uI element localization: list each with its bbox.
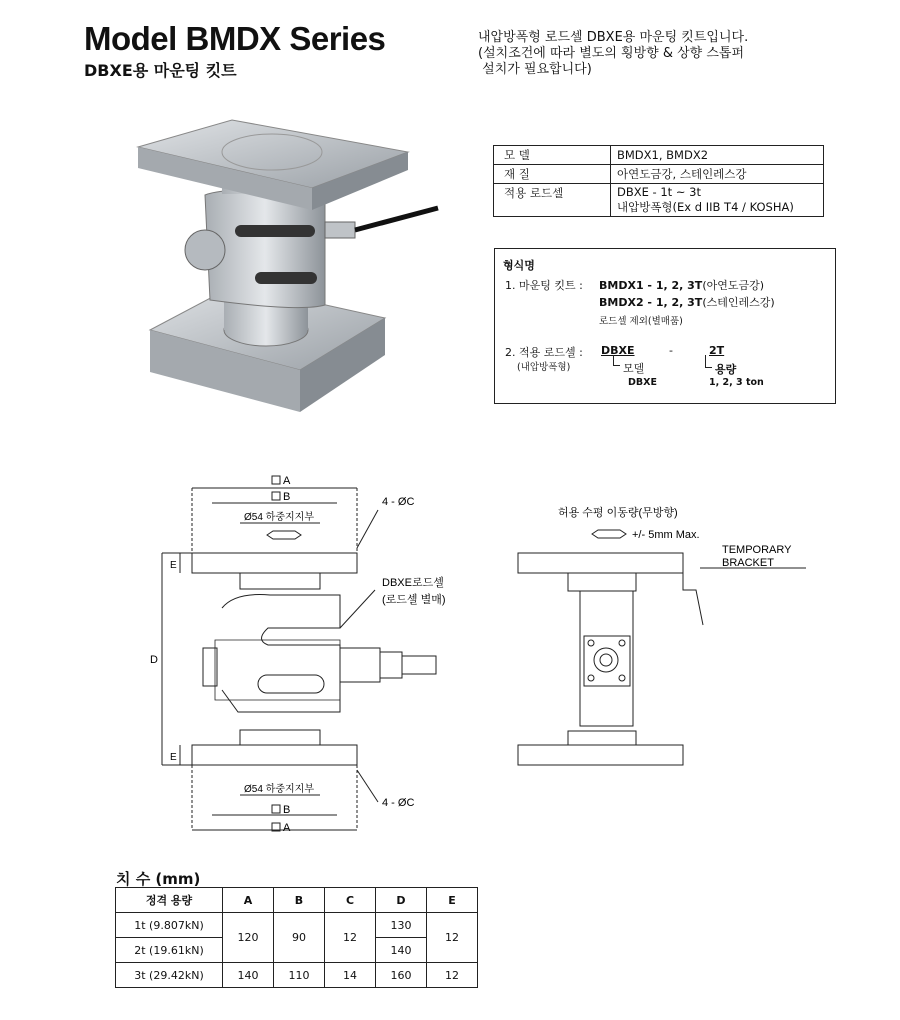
square-icons	[272, 476, 280, 831]
bottom-load-pad	[568, 731, 636, 745]
bolt	[619, 640, 625, 646]
loadcell-slot-top	[235, 225, 315, 237]
code-dash: -	[669, 344, 673, 357]
gland-circle	[594, 648, 618, 672]
bottom-plate	[518, 745, 683, 765]
capacity-cell: 2t (19.61kN)	[116, 938, 223, 963]
dim-e-cell: 12	[427, 913, 478, 963]
spec-key: 모 델	[494, 146, 611, 165]
loadcell-slot	[258, 675, 324, 693]
code-part-capacity-label: 용량	[715, 363, 737, 376]
dimensions-table	[115, 887, 478, 988]
item1-material: (아연도금강)	[702, 279, 765, 292]
leader-c-bottom	[357, 770, 378, 802]
bottom-load-pad	[240, 730, 320, 745]
code-part-model-value: DBXE	[628, 377, 657, 388]
dim-d-cell: 160	[376, 963, 427, 988]
movement-title: 허용 수평 이동량(무방향)	[558, 507, 678, 519]
label-b-top: B	[283, 491, 291, 503]
dimensions-title: 치 수 (mm)	[116, 870, 201, 888]
dim-a-cell: 140	[223, 963, 274, 988]
model-code-heading: 형식명	[503, 259, 535, 272]
bottom-plate	[192, 745, 357, 765]
capacity-cell: 1t (9.807kN)	[116, 913, 223, 938]
top-plate	[192, 553, 357, 573]
description-line: (설치조건에 따라 별도의 횡방향 & 상향 스톱퍼	[478, 46, 745, 61]
dim-b-cell: 110	[274, 963, 325, 988]
label-loadcell-note: (로드셀 별매)	[382, 594, 446, 606]
description-line: 내압방폭형 로드셀 DBXE용 마운팅 킷트입니다.	[478, 30, 749, 45]
gland-nut	[380, 652, 402, 678]
loadcell-slot-bottom	[255, 272, 317, 284]
spec-key: 재 질	[494, 165, 611, 184]
spec-value: BMDX1, BMDX2	[611, 146, 824, 165]
label-c-top: 4 - ØC	[382, 496, 415, 508]
square-icon	[272, 805, 280, 813]
code-part-model: DBXE	[601, 344, 635, 357]
item1-code: BMDX2 - 1, 2, 3T	[599, 296, 703, 309]
bolt	[588, 640, 594, 646]
code-part-capacity: 2T	[709, 344, 725, 357]
dim-c-cell: 14	[325, 963, 376, 988]
leader-loadcell	[340, 590, 375, 628]
item1-code: BMDX1 - 1, 2, 3T	[599, 279, 703, 292]
label-c-bottom: 4 - ØC	[382, 797, 415, 809]
bolt	[588, 675, 594, 681]
top-plate	[518, 553, 683, 573]
column-header: A	[223, 888, 274, 913]
dim-a-cell: 120	[223, 913, 274, 963]
column-header: D	[376, 888, 427, 913]
item1-material: (스테인레스강)	[702, 296, 775, 309]
code-part-capacity-value: 1, 2, 3 ton	[709, 377, 764, 388]
label-b-bottom: B	[283, 804, 291, 816]
code-part-model-label: 모델	[623, 362, 645, 375]
column-header: C	[325, 888, 376, 913]
item1-label: 1. 마운팅 킷트 :	[505, 279, 583, 292]
label-temporary: TEMPORARY	[722, 544, 792, 556]
product-image	[138, 120, 438, 412]
spec-key: 적용 로드셀	[494, 184, 611, 217]
bolt	[619, 675, 625, 681]
spec-value: 아연도금강, 스테인레스강	[611, 165, 824, 184]
dim-e-cell: 12	[427, 963, 478, 988]
temporary-bracket	[683, 573, 703, 625]
label-e-top: E	[170, 560, 177, 571]
table-row	[116, 913, 478, 938]
loadcell-cover	[185, 230, 225, 270]
label-e-bottom: E	[170, 752, 177, 763]
double-arrow-icon	[267, 531, 301, 539]
dim-b-cell: 90	[274, 913, 325, 963]
description-line: 설치가 필요합니다)	[478, 62, 592, 77]
page-subtitle: DBXE용 마운팅 킷트	[84, 61, 237, 80]
table-header-row	[116, 888, 478, 913]
spec-value-line: 내압방폭형(Ex d IIB T4 / KOSHA)	[617, 200, 794, 214]
label-d: D	[150, 654, 158, 666]
gland-inner	[600, 654, 612, 666]
cover-plate	[584, 636, 630, 686]
loadcell-side	[580, 591, 633, 726]
double-arrow-icon	[592, 530, 626, 538]
label-a-bottom: A	[283, 822, 291, 834]
leader-c-top	[357, 510, 378, 548]
movement-value: +/- 5mm Max.	[632, 529, 700, 541]
loadcell-s-body	[222, 595, 340, 712]
top-load-pad	[568, 573, 636, 591]
item2-sub: (내압방폭형)	[517, 362, 571, 373]
capacity-cell: 3t (29.42kN)	[116, 963, 223, 988]
label-loadcell: DBXE로드셀	[382, 577, 444, 589]
spec-value-line: DBXE - 1t ~ 3t	[617, 185, 701, 199]
column-header: 정격 용량	[116, 888, 223, 913]
dim-d-cell: 140	[376, 938, 427, 963]
dim-d-cell: 130	[376, 913, 427, 938]
label-phi54-top: Ø54 하중지지부	[244, 512, 314, 523]
gland	[340, 648, 380, 682]
column-header: E	[427, 888, 478, 913]
label-a-top: A	[283, 475, 291, 487]
table-row	[116, 963, 478, 988]
square-icon	[272, 476, 280, 484]
square-icon	[272, 492, 280, 500]
cable	[355, 208, 438, 230]
top-load-pad	[240, 573, 320, 589]
dim-c-cell: 12	[325, 913, 376, 963]
label-phi54-bottom: Ø54 하중지지부	[244, 784, 314, 795]
item1-note: 로드셀 제외(별매품)	[599, 316, 683, 327]
cable-gland	[325, 222, 355, 238]
item2-label: 2. 적용 로드셀 :	[505, 346, 583, 359]
page-title: Model BMDX Series	[84, 20, 386, 57]
column-header: B	[274, 888, 325, 913]
label-bracket: BRACKET	[722, 557, 774, 569]
front-view-drawing	[162, 488, 436, 830]
cable-end	[402, 656, 436, 674]
